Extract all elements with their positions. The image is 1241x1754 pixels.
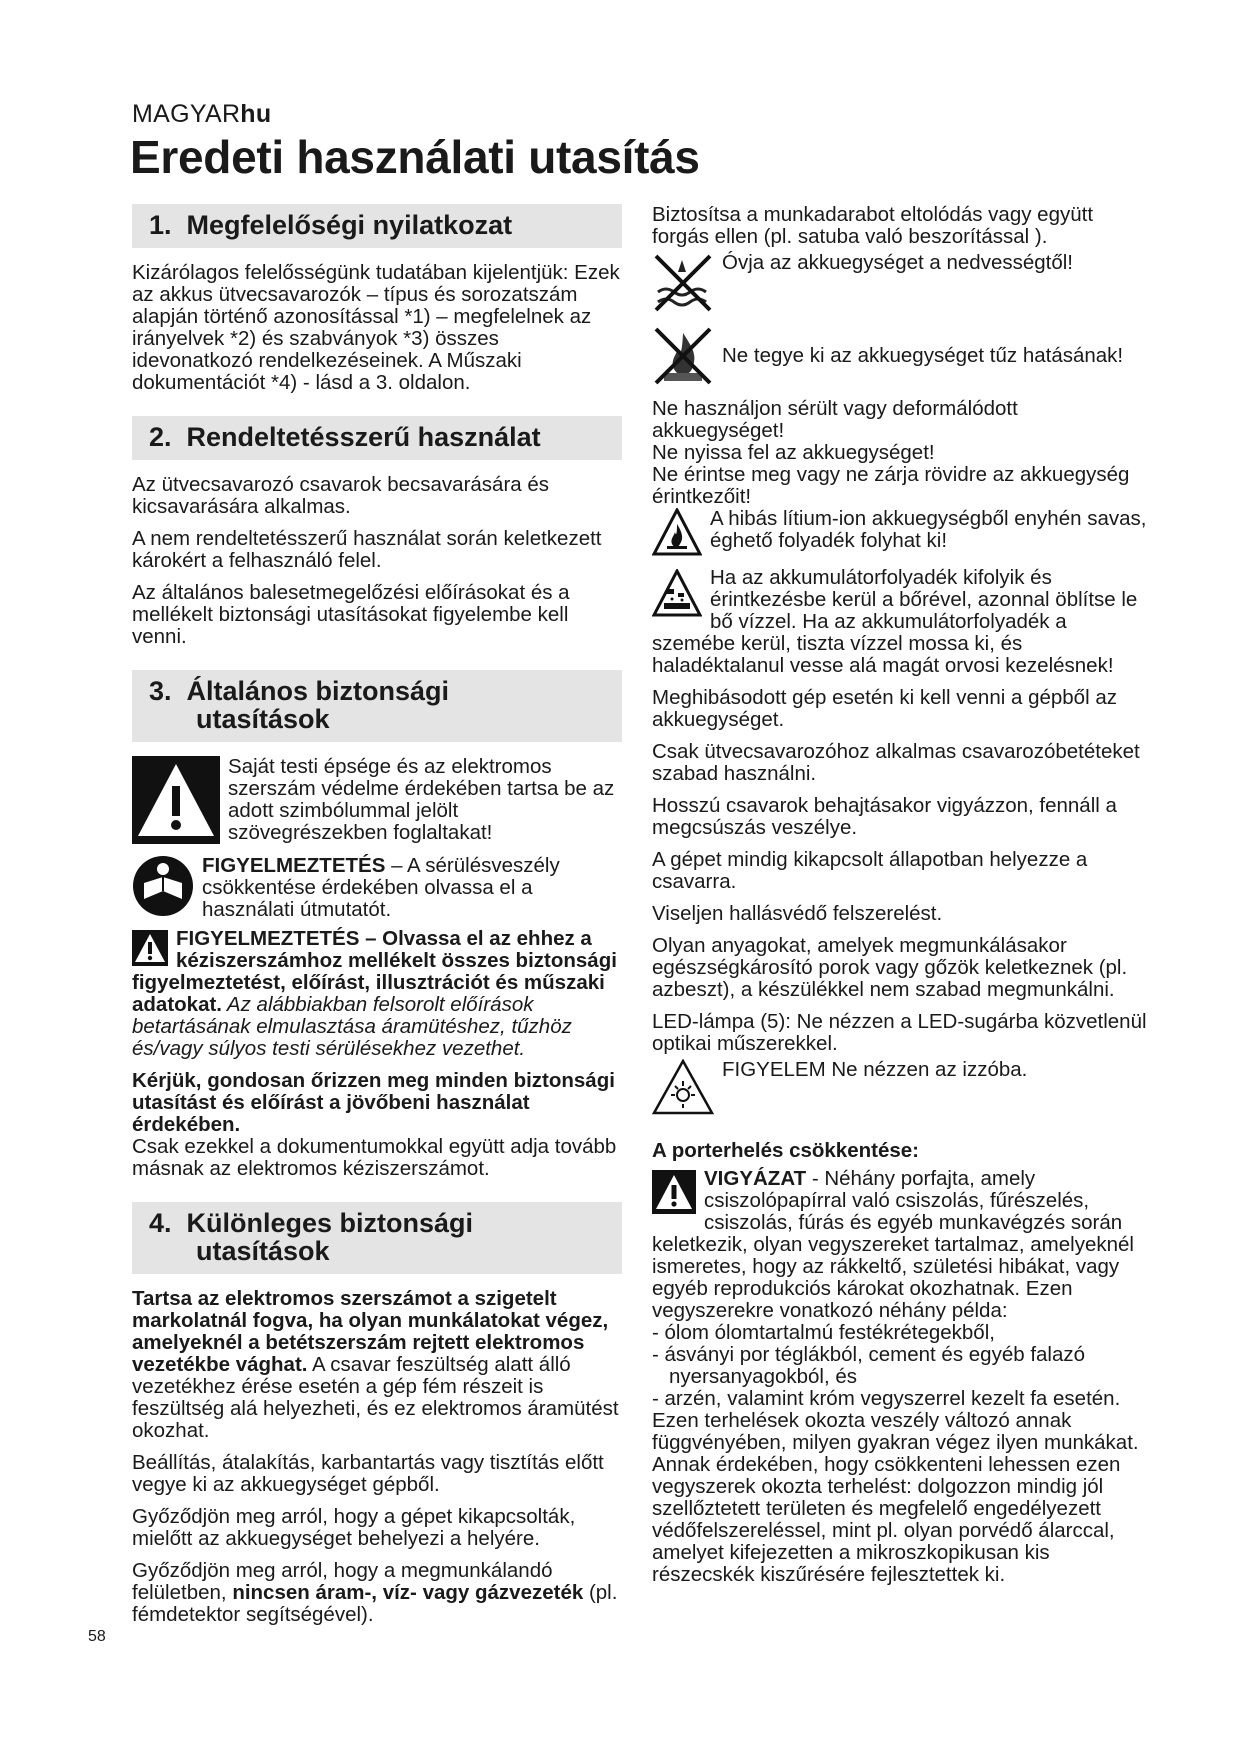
caution-text: VIGYÁZAT - Néhány porfajta, amely csiszolópapírral való csiszolás, fűrészelés, csiszolás, fúrás és egyéb munkavégzés során keletkezik, olyan vegyszereket tartalmaz, amelyeknél ismeretes, hogy az rákkeltő, születési hibákat, vagy egyéb reprodukciós károkat okozhatnak. Ezen vegyszerekre vonatkozó néhány példa: — [652, 1167, 1134, 1322]
hazardous-dust-text: Olyan anyagokat, amelyek megmunkálásakor egészségkárosító porok vagy gőzök keletkeznek (pl. azbeszt), a készülékkel nem szabad megmunkálni. — [652, 934, 1128, 1001]
right-column — [652, 204, 1152, 1596]
damaged-battery-text: Ne használjon sérült vagy deformálódott akkuegységet! — [652, 397, 1018, 442]
section-3-heading: 3. Általános biztonsági utasítások — [132, 670, 622, 742]
intended-use-text: Az ütvecsavarozó csavarok becsavarására és kicsavarására alkalmas. — [132, 473, 550, 518]
chemical-examples-list — [652, 1322, 1152, 1410]
caution-icon — [652, 1170, 696, 1219]
remove-battery-text: Beállítás, átalakítás, karbantartás vagy tisztítás előtt vegye ki az akkuegységet gépből. — [132, 1451, 604, 1496]
section-4-heading: 4. Különleges biztonsági utasítások — [132, 1202, 622, 1274]
declaration-text: Kizárólagos felelősségünk tudatában kijelentjük: Ezek az akkus ütvecsavarozók – típus és sorozatszám alapján történő azonosítással *1) – megfelelnek az irányelvek *2) és szabványok *3) összes idevonatkozó rendelkezéseinek. A Műszaki dokumentációt *4) - lásd a 3. oldalon. — [132, 261, 620, 394]
switched-off-text: Győződjön meg arról, hogy a gépet kikapcsolták, mielőtt az akkuegységet behelyezi a helyére. — [132, 1505, 576, 1550]
read-manual-icon — [132, 855, 194, 922]
led-lamp-text: LED-lámpa (5): Ne nézzen a LED-sugárba közvetlenül optikai műszerekkel. — [652, 1010, 1147, 1055]
closing-text: Ezen terhelések okozta veszély változó annak függvényében, milyen gyakran végez ilyen munkákat. Annak érdekében, hogy csökkenteni lehessen ezen vegyszerek okozta terhelést: dolgozzon mindig jól szellőztetett területen és megfelelő engedélyezett védőfelszereléssel, mint pl. olyan porvédő álarccal, amelyet kifejezetten a mikroszkopikusan kis részecskék kiszűrésére fejlesztettek ki. — [652, 1409, 1139, 1586]
acid-text: Ha az akkumulátorfolyadék kifolyik és érintkezésbe kerül a bőrével, azonnal öblítse le bő vízzel. Ha az akkumulátorfolyadék a szemébe kerül, tiszta vízzel mossa ki, és haladéktalanul vesse alá magát orvosi kezelésnek! — [652, 566, 1138, 677]
warning-all-instructions: FIGYELMEZTETÉS – Olvassa el az ehhez a kéziszerszámhoz mellékelt összes biztonsági figyelmeztetést, előírást, illusztrációt és műszaki adatokat. Az alábbiakban felsorolt előírások betartásának elmulasztása áramütéshez, tűzhöz és/vagy súlyos testi sérülésekhez vezethet. — [132, 927, 617, 1060]
safety-symbol-text: Saját testi épsége és az elektromos szerszám védelme érdekében tartsa be az adott szimbólummal jelölt szövegrészekben foglaltakat! — [228, 755, 615, 844]
keep-instructions-text: Kérjük, gondosan őrizzen meg minden biztonsági utasítást és előírást a jövőbeni használat érdekében. — [132, 1069, 615, 1136]
page-title: Eredeti használati utasítás — [130, 131, 700, 183]
warning-label: FIGYELMEZTETÉS — [202, 854, 386, 877]
list-item: - arzén, valamint króm vegyszerrel kezelt fa esetén. — [652, 1387, 1121, 1410]
no-fire-icon — [652, 325, 714, 392]
warning-small-icon — [132, 930, 168, 971]
corrosive-icon — [652, 569, 702, 622]
hidden-lines-text: Győződjön meg arról, hogy a megmunkálandó felületben, nincsen áram-, víz- vagy gázvezeték (pl. fémdetektor segítségével). — [132, 1559, 618, 1626]
hearing-protection-text: Viseljen hallásvédő felszerelést. — [652, 902, 943, 925]
list-item: nyersanyagokból, és — [669, 1365, 858, 1388]
flammable-icon — [652, 508, 702, 561]
safety-symbol-row — [132, 756, 622, 849]
list-item: - ásványi por téglákból, cement és egyéb falazó — [652, 1343, 1086, 1366]
section-1-heading: 1. Megfelelőségi nyilatkozat — [132, 204, 622, 248]
accident-prevention-text: Az általános balesetmegelőzési előírásokat és a mellékelt biztonsági utasításokat figyelembe kell venni. — [132, 581, 570, 648]
liability-text: A nem rendeltetésszerű használat során keletkezett károkért a felhasználó felel. — [132, 527, 602, 572]
switched-off-placement-text: A gépet mindig kikapcsolt állapotban helyezze a csavarra. — [652, 848, 1088, 893]
fire-text: Ne tegye ki az akkuegységet tűz hatásának! — [722, 344, 1124, 367]
language-label: MAGYARhu — [132, 100, 272, 128]
left-column — [132, 204, 622, 1636]
do-not-short-text: Ne érintse meg vagy ne zárja rövidre az akkuegység érintkezőit! — [652, 463, 1130, 508]
led-warning-row — [652, 1059, 1152, 1120]
insulated-grip-text: Tartsa az elektromos szerszámot a szigetelt markolatnál fogva, ha olyan munkálatokat végez, amelyeknél a betétszerszám rejtett elektromos vezetékbe vághat. A csavar feszültség alatt álló vezetékhez érése esetén a gép fém részeit is feszültség alá helyezheti, és ez elektromos áramütést okozhat. — [132, 1287, 619, 1442]
long-screws-text: Hosszú csavarok behajtásakor vigyázzon, fennáll a megcsúszás veszélye. — [652, 794, 1117, 839]
lithium-text: A hibás lítium-ion akkuegységből enyhén savas, éghető folyadék folyhat ki! — [710, 507, 1147, 552]
pass-on-text: Csak ezekkel a dokumentumokkal együtt adja tovább másnak az elektromos kéziszerszámot. — [132, 1135, 617, 1180]
do-not-open-text: Ne nyissa fel az akkuegységet! — [652, 441, 935, 464]
section-2-heading: 2. Rendeltetésszerű használat — [132, 416, 622, 460]
led-warning-text: FIGYELEM Ne nézzen az izzóba. — [722, 1058, 1028, 1081]
read-manual-text: – A sérülésveszély csökkentése érdekében olvassa el a használati útmutatót. — [202, 854, 560, 921]
dust-reduction-heading: A porterhelés csökkentése: — [652, 1139, 919, 1162]
moisture-row — [652, 252, 1152, 319]
warning-triangle-icon — [132, 756, 220, 849]
light-warning-icon — [652, 1059, 714, 1120]
read-manual-row — [132, 855, 622, 922]
page-number: 58 — [88, 1628, 106, 1645]
fire-row — [652, 325, 1152, 392]
defective-machine-text: Meghibásodott gép esetén ki kell venni a gépből az akkuegységet. — [652, 686, 1117, 731]
list-item: - ólom ólomtartalmú festékrétegekből, — [652, 1321, 995, 1344]
suitable-bits-text: Csak ütvecsavarozóhoz alkalmas csavarozóbetéteket szabad használni. — [652, 740, 1140, 785]
lithium-row — [652, 508, 1152, 561]
moisture-text: Óvja az akkuegységet a nedvességtől! — [722, 251, 1073, 274]
no-moisture-icon — [652, 252, 714, 319]
secure-workpiece-text: Biztosítsa a munkadarabot eltolódás vagy együtt forgás ellen (pl. satuba való beszorítással ). — [652, 203, 1094, 248]
